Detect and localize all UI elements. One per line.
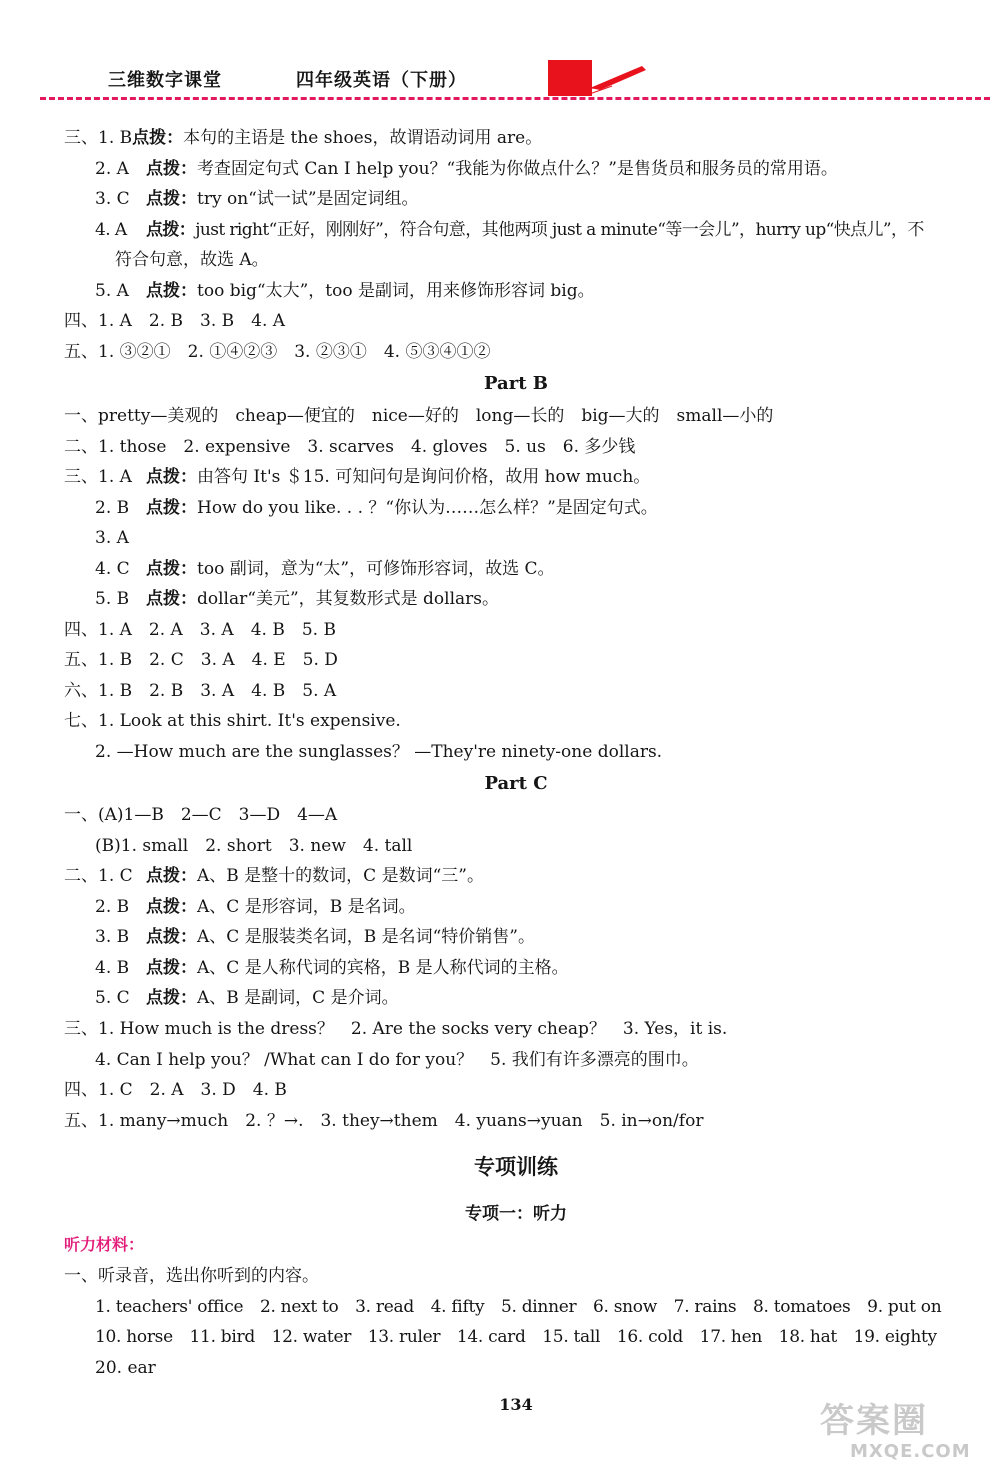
answer-row: 2. A 点拨：考查固定句式 Can I help you？“我能为你做点什么？”是售货员和服务员的常用语。 <box>95 159 838 179</box>
answer-row: 二、1. C 点拨：A、B 是整十的数词，C 是数词“三”。 <box>64 866 484 886</box>
word-list-row: 20. ear <box>95 1358 156 1378</box>
answer-row: 三、1. B点拨：本句的主语是 the shoes，故谓语动词用 are。 <box>64 128 543 148</box>
answer-row: 三、1. A 点拨：由答句 It's ＄15. 可知问句是询问价格，故用 how much。 <box>64 467 651 487</box>
page-header <box>0 0 1000 102</box>
question-prompt: 一、听录音，选出你听到的内容。 <box>64 1266 319 1286</box>
part-heading: Part C <box>484 773 548 794</box>
answer-row: 二、1. those 2. expensive 3. scarves 4. gloves 5. us 6. 多少钱 <box>64 437 636 457</box>
answer-row: 4. A 点拨：just right“正好，刚刚好”，符合句意，其他两项 just a minute“等一会儿”，hurry up“快点儿”，不 <box>95 220 924 240</box>
answer-row: (B)1. small 2. short 3. new 4. tall <box>95 836 413 856</box>
answer-row: 4. Can I help you？ /What can I do for you？ 5. 我们有许多漂亮的围巾。 <box>95 1050 699 1070</box>
answer-row: 四、1. A 2. B 3. B 4. A <box>64 311 286 331</box>
answer-row: 七、1. Look at this shirt. It's expensive. <box>64 711 401 731</box>
answer-row: 一、(A)1—B 2—C 3—D 4—A <box>64 805 338 825</box>
watermark: 答案圈 MXQE.COM <box>820 1401 971 1462</box>
answer-row: 3. B 点拨：A、C 是服装类名词，B 是名词“特价销售”。 <box>95 927 535 947</box>
answer-row: 4. C 点拨：too 副词，意为“太”，可修饰形容词，故选 C。 <box>95 559 555 579</box>
page-number: 134 <box>499 1395 533 1414</box>
rocket-icon <box>580 60 652 96</box>
answer-row: 三、1. How much is the dress？ 2. Are the socks very cheap？ 3. Yes，it is. <box>64 1019 728 1039</box>
answer-row: 5. C 点拨：A、B 是副词，C 是介词。 <box>95 988 399 1008</box>
answer-row: 四、1. A 2. A 3. A 4. B 5. B <box>64 620 336 640</box>
answer-row: 五、1. ③②① 2. ①④②③ 3. ②③① 4. ⑤③④①② <box>64 342 491 362</box>
answer-row: 4. B 点拨：A、C 是人称代词的宾格，B 是人称代词的主格。 <box>95 958 569 978</box>
word-list-row: 10. horse 11. bird 12. water 13. ruler 14. card 15. tall 16. cold 17. hen 18. hat 19. eighty <box>95 1327 937 1347</box>
answer-row: 5. B 点拨：dollar“美元”，其复数形式是 dollars。 <box>95 589 500 609</box>
answer-row: 3. A <box>95 528 129 548</box>
part-heading: Part B <box>484 373 548 394</box>
word-list-row: 1. teachers' office 2. next to 3. read 4. fifty 5. dinner 6. snow 7. rains 8. tomatoes 9. put on <box>95 1297 942 1317</box>
answer-row: 五、1. B 2. C 3. A 4. E 5. D <box>64 650 338 670</box>
answer-row: 一、pretty—美观的 cheap—便宜的 nice—好的 long—长的 big—大的 small—小的 <box>64 406 774 426</box>
series-title: 三维数字课堂 <box>108 70 222 91</box>
answer-row: 四、1. C 2. A 3. D 4. B <box>64 1080 287 1100</box>
listening-material-label: 听力材料： <box>64 1235 145 1254</box>
answer-row: 2. B 点拨：A、C 是形容词，B 是名词。 <box>95 897 416 917</box>
answer-row: 3. C 点拨：try on“试一试”是固定词组。 <box>95 189 419 209</box>
header-dashed-rule <box>40 97 990 100</box>
book-title: 四年级英语（下册） <box>296 70 467 91</box>
answer-continuation: 符合句意，故选 A。 <box>115 250 269 270</box>
answer-row: 2. B 点拨：How do you like. . . ？“你认为……怎么样？”是固定句式。 <box>95 498 658 518</box>
answer-row: 2. —How much are the sunglasses？ —They're ninety-one dollars. <box>95 742 663 762</box>
answer-row: 5. A 点拨：too big“太大”，too 是副词，用来修饰形容词 big。 <box>95 281 595 301</box>
answer-row: 五、1. many→much 2. ？→. 3. they→them 4. yuans→yuan 5. in→on/for <box>64 1111 704 1131</box>
answer-row: 六、1. B 2. B 3. A 4. B 5. A <box>64 681 337 701</box>
subsection-title: 专项一：听力 <box>465 1204 567 1224</box>
section-title: 专项训练 <box>474 1155 558 1179</box>
